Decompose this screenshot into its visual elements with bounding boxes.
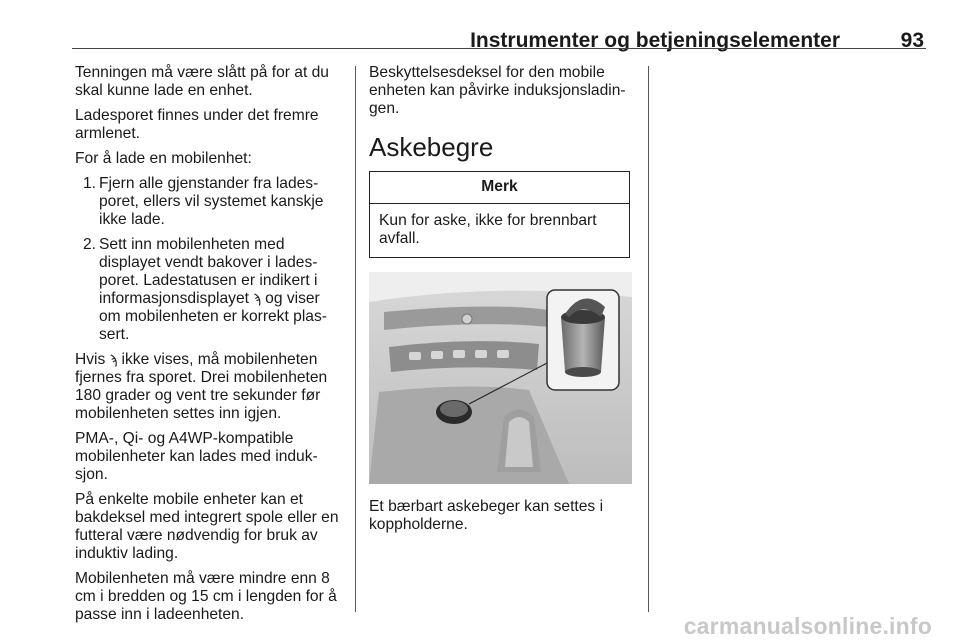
step-number: 1. [83,175,97,192]
page-header [72,0,926,52]
paragraph: På enkelte mobile enheter kan et bakdeksel med integrert spole eller en futteral være nødvendig for bruk av induktiv lading. [75,491,339,562]
steps-list [75,175,343,344]
step-number: 2. [83,236,97,253]
note-title: Merk [370,172,629,204]
column-divider [355,66,356,612]
paragraph: Beskyttelsesdeksel for den mobile enheten kan påvirke induksjonsladingen. [369,64,626,117]
paragraph [75,351,343,423]
left-column [75,64,343,631]
charging-icon: ϡ [253,291,261,306]
list-item [75,236,343,344]
step-text: og viser om mobilenheten er korrekt plassert. [99,290,327,343]
header-divider [72,48,926,49]
page-number: 93 [900,29,924,52]
ashtray-illustration [369,272,632,484]
charging-icon: ϡ [109,352,118,367]
middle-column [369,64,633,541]
column-divider [648,66,649,612]
paragraph: For å lade en mobilenhet: [75,150,252,167]
note-body: Kun for aske, ikke for brennbart avfall. [379,212,597,247]
page-title: Instrumenter og betjeningselementer [470,29,840,52]
paragraph: Mobilenheten må være mindre enn 8 cm i bredden og 15 cm i lengden for å passe inn i ladeenheten. [75,570,337,623]
step-text: Fjern alle gjenstander fra ladesporet, ellers vil systemet kanskje ikke lade. [99,175,324,228]
note-box [369,171,630,258]
ashtray-illustration-svg [369,272,632,484]
step-text: Sett inn mobilenheten med displayet vendt bakover i ladesporet. Ladestatusen er indikert i informasjonsdisplayet [99,236,318,307]
paragraph: Ladesporet finnes under det fremre armlenet. [75,107,319,142]
text: Hvis [75,351,106,368]
text: ikke vises, må mobilenheten fjernes fra sporet. Drei mobilenheten 180 grader og vent tre sekunder før mobilenheten settes inn igjen. [75,351,328,422]
section-heading: Askebegre [369,132,494,162]
paragraph: PMA-, Qi- og A4WP-kompatible mobilenheter kan lades med induksjon. [75,430,318,483]
caption: Et bærbart askebeger kan settes i koppholderne. [369,498,604,533]
watermark: carmanualsonline.info [683,613,932,639]
list-item [75,175,343,229]
paragraph: Tenningen må være slått på for at du skal kunne lade en enhet. [75,64,329,99]
